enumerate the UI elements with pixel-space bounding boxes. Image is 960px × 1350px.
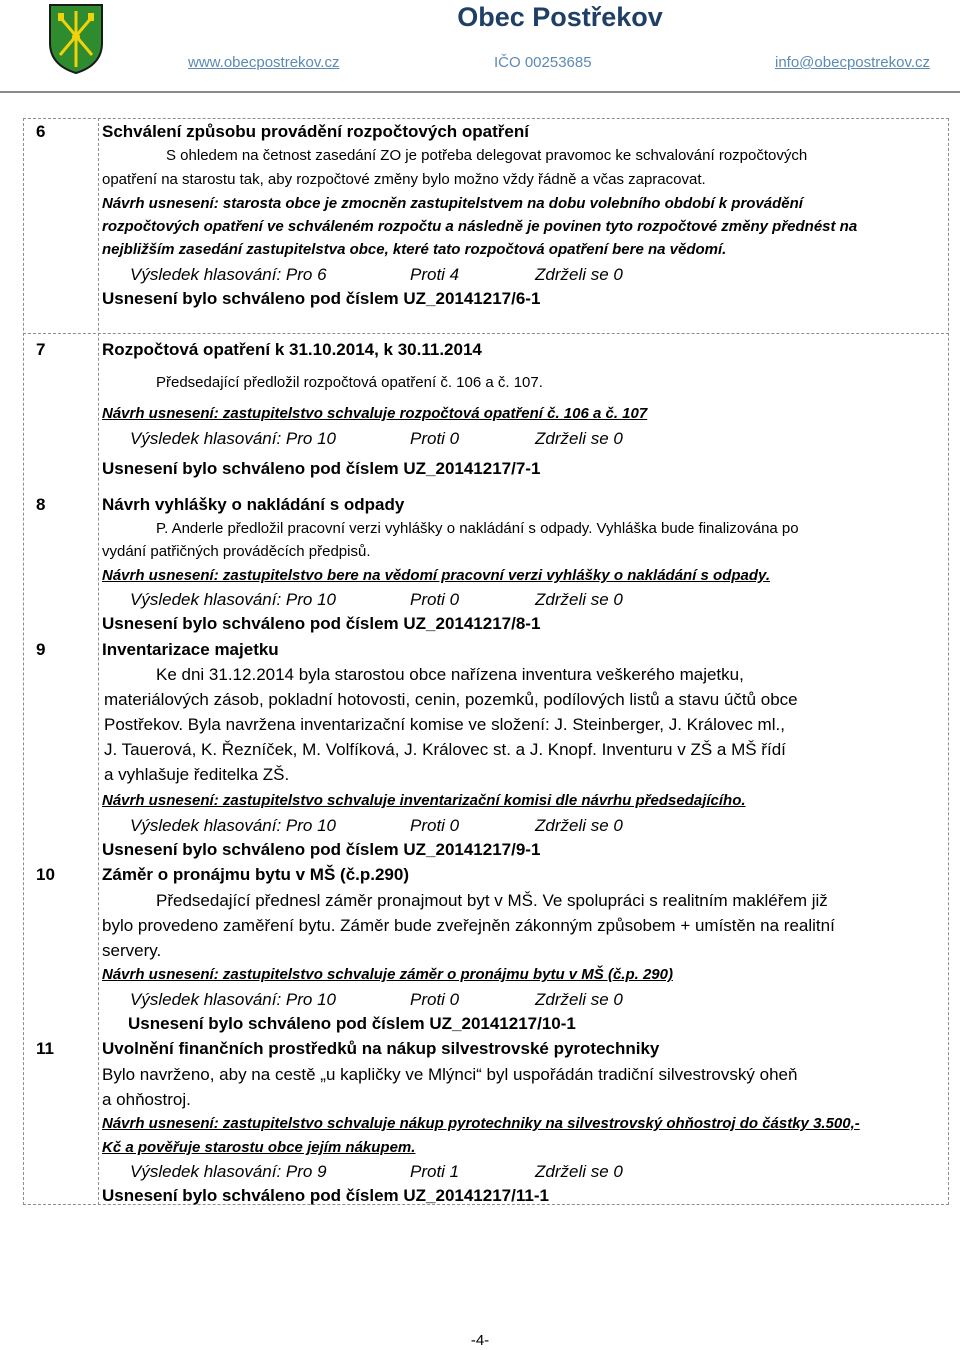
item-number: 11 [36, 1039, 54, 1058]
vote-result-proti: Proti 0 [410, 816, 460, 835]
municipality-title: Obec Postřekov [457, 2, 663, 32]
item-text: J. Tauerová, K. Řezníček, M. Volfíková, J. Královec st. a J. Knopf. Inventuru v ZŠ a MŠ řídí [104, 740, 786, 759]
item-text: S ohledem na četnost zasedání ZO je potřeba delegovat pravomoc ke schvalování rozpočtových [166, 147, 808, 164]
resolution-proposal: Kč a pověřuje starostu obce jejím nákupem. [102, 1139, 416, 1156]
resolution-result: Usnesení bylo schváleno pod číslem UZ_20141217/11-1 [102, 1186, 549, 1205]
item-title: Inventarizace majetku [102, 640, 279, 659]
vote-result-proti: Proti 0 [410, 990, 460, 1009]
vote-result-abstain: Zdrželi se 0 [535, 265, 623, 284]
resolution-proposal: Návrh usnesení: zastupitelstvo schvaluje záměr o pronájmu bytu v MŠ (č.p. 290) [102, 966, 673, 983]
item-title: Rozpočtová opatření k 31.10.2014, k 30.11.2014 [102, 340, 482, 359]
vote-result-pro: Výsledek hlasování: Pro 9 [130, 1162, 327, 1181]
item-text: vydání patřičných prováděcích předpisů. [102, 543, 371, 560]
vote-result-abstain: Zdrželi se 0 [535, 1162, 623, 1181]
website-link[interactable]: www.obecpostrekov.cz [188, 54, 340, 71]
resolution-result: Usnesení bylo schváleno pod číslem UZ_20141217/9-1 [102, 840, 541, 859]
item-title: Schválení způsobu provádění rozpočtových opatření [102, 122, 529, 141]
resolution-result: Usnesení bylo schváleno pod číslem UZ_20141217/8-1 [102, 614, 541, 633]
item-text: P. Anderle předložil pracovní verzi vyhlášky o nakládání s odpady. Vyhláška bude finalizována po [156, 520, 799, 537]
item-number: 9 [36, 640, 46, 659]
item-title: Návrh vyhlášky o nakládání s odpady [102, 495, 405, 514]
vote-result-pro: Výsledek hlasování: Pro 10 [130, 590, 337, 609]
item-number: 7 [36, 340, 46, 359]
item-text: materiálových zásob, pokladní hotovosti, cenin, pozemků, podílových listů a stavu účtů obce [104, 690, 798, 709]
vote-result-abstain: Zdrželi se 0 [535, 816, 623, 835]
resolution-result: Usnesení bylo schváleno pod číslem UZ_20141217/7-1 [102, 459, 541, 478]
item-text: Bylo navrženo, aby na cestě „u kapličky ve Mlýnci“ byl uspořádán tradiční silvestrovský oheň [102, 1065, 798, 1084]
item-text: Předsedající přednesl záměr pronajmout byt v MŠ. Ve spolupráci s realitním makléřem již [156, 891, 828, 910]
resolution-proposal: Návrh usnesení: starosta obce je zmocněn zastupitelstvem na dobu volebního období k provádění [102, 195, 803, 212]
vote-result-pro: Výsledek hlasování: Pro 6 [130, 265, 327, 284]
vote-result-proti: Proti 4 [410, 265, 460, 284]
item-number: 8 [36, 495, 46, 514]
vote-result-pro: Výsledek hlasování: Pro 10 [130, 429, 337, 448]
resolution-result: Usnesení bylo schváleno pod číslem UZ_20141217/10-1 [128, 1014, 576, 1033]
item-text: servery. [102, 941, 162, 960]
item-title: Záměr o pronájmu bytu v MŠ (č.p.290) [102, 865, 410, 884]
vote-result-pro: Výsledek hlasování: Pro 10 [130, 990, 337, 1009]
column-divider [98, 118, 99, 1205]
item-text: a vyhlašuje ředitelka ZŠ. [104, 765, 290, 784]
item-number: 6 [36, 122, 46, 141]
document-header [0, 0, 960, 92]
vote-result-abstain: Zdrželi se 0 [535, 990, 623, 1009]
vote-result-pro: Výsledek hlasování: Pro 10 [130, 816, 337, 835]
vote-result-abstain: Zdrželi se 0 [535, 429, 623, 448]
item-title: Uvolnění finančních prostředků na nákup silvestrovské pyrotechniky [102, 1039, 660, 1058]
item-text: Ke dni 31.12.2014 byla starostou obce nařízena inventura veškerého majetku, [156, 665, 744, 684]
page-number: -4- [470, 1332, 490, 1349]
item-text: a ohňostroj. [102, 1090, 191, 1109]
municipal-crest-icon [48, 3, 104, 75]
item-text: bylo provedeno zaměření bytu. Záměr bude zveřejněn zákonným způsobem + umístěn na realitní [102, 916, 835, 935]
item-text: opatření na starostu tak, aby rozpočtové změny bylo možno vždy řádně a včas zapracovat. [102, 171, 706, 188]
ico-number: IČO 00253685 [494, 54, 592, 71]
resolution-result: Usnesení bylo schváleno pod číslem UZ_20141217/6-1 [102, 289, 541, 308]
resolution-proposal: Návrh usnesení: zastupitelstvo bere na vědomí pracovní verzi vyhlášky o nakládání s odpady. [102, 567, 771, 584]
vote-result-proti: Proti 1 [410, 1162, 460, 1181]
vote-result-abstain: Zdrželi se 0 [535, 590, 623, 609]
row-divider [23, 333, 949, 334]
resolution-proposal: Návrh usnesení: zastupitelstvo schvaluje inventarizační komisi dle návrhu předsedajícího. [102, 792, 746, 809]
item-text: Předsedající předložil rozpočtová opatření č. 106 a č. 107. [156, 374, 543, 391]
vote-result-proti: Proti 0 [410, 429, 460, 448]
resolution-proposal: nejbližším zasedání zastupitelstva obce, které tato rozpočtová opatření bere na vědomí. [102, 241, 727, 258]
resolution-proposal: Návrh usnesení: zastupitelstvo schvaluje nákup pyrotechniky na silvestrovský ohňostroj do částky 3.500,- [102, 1115, 860, 1132]
item-text: Postřekov. Byla navržena inventarizační komise ve složení: J. Steinberger, J. Královec ml., [104, 715, 785, 734]
resolution-proposal: rozpočtových opatření ve schváleném rozpočtu a následně je povinen tyto rozpočtové změny přednést na [102, 218, 858, 235]
resolution-proposal: Návrh usnesení: zastupitelstvo schvaluje rozpočtová opatření č. 106 a č. 107 [102, 405, 648, 422]
item-number: 10 [36, 865, 55, 884]
header-divider [0, 91, 960, 93]
email-link[interactable]: info@obecpostrekov.cz [775, 54, 931, 71]
vote-result-proti: Proti 0 [410, 590, 460, 609]
